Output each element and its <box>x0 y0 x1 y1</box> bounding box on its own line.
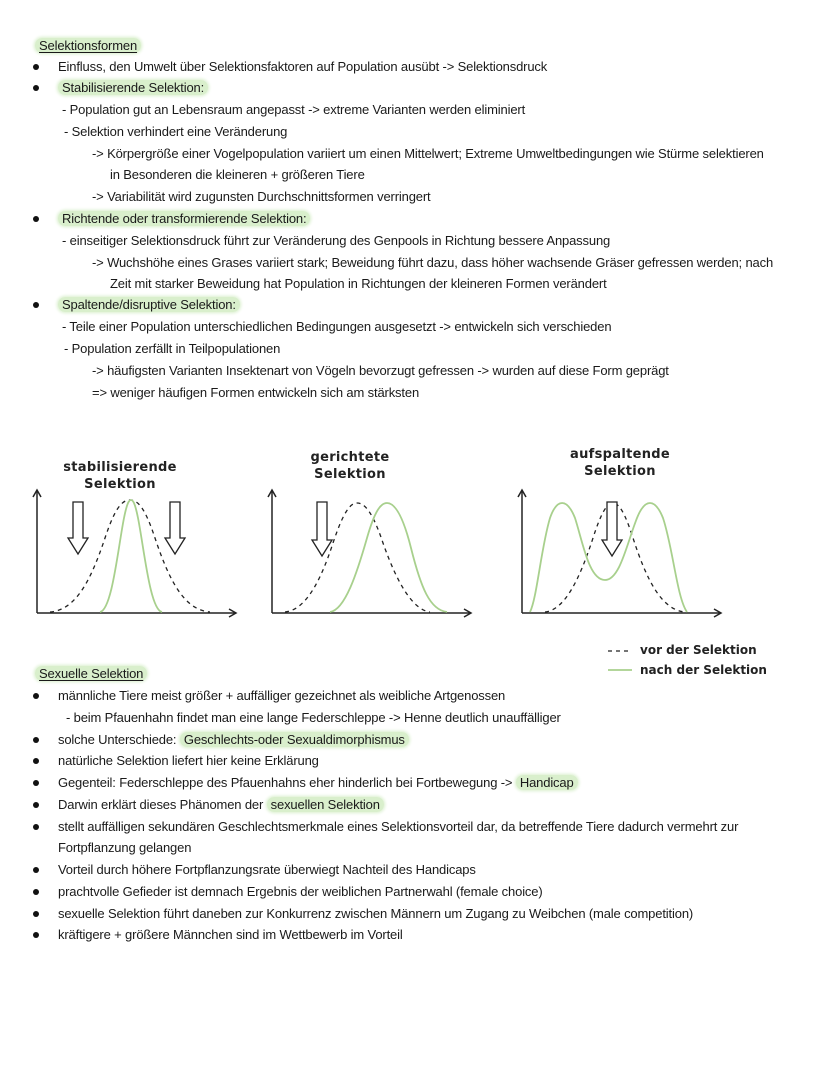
axes <box>268 490 471 617</box>
bullet-konkurrenz: sexuelle Selektion führt daneben zur Konkurrenz zwischen Männern um Zugang zu Weibchen (male competition) <box>58 906 694 921</box>
diagram2-title: gerichtete Selektion <box>310 450 390 482</box>
diagram-stabilizing <box>30 488 240 618</box>
bullet-sekundaere-merkmale: stellt auffälligen sekundären Geschlechtsmerkmale eines Selektionsvorteil dar, da betreffende Tiere dadurch vermehrt zur <box>58 819 739 834</box>
axes <box>518 490 721 617</box>
diagram-directional <box>265 488 475 618</box>
bullet-stabilisierend: Stabilisierende Selektion: <box>58 80 208 96</box>
stab-line-3: -> Körpergröße einer Vogelpopulation variiert um einen Mittelwert; Extreme Umweltbedingungen wie Stürme selektieren <box>92 146 764 161</box>
spalt-line-1: - Teile einer Population unterschiedlichen Bedingungen ausgesetzt -> entwickeln sich verschieden <box>62 319 612 334</box>
section-title-sexuelle-selektion: Sexuelle Selektion <box>35 666 147 682</box>
diagram1-title: stabilisierende Selektion <box>63 460 177 492</box>
legend-before-swatch <box>608 648 632 654</box>
bullet-unterschiede: solche Unterschiede: Geschlechts-oder Sexualdimorphismus <box>58 732 409 748</box>
richt-line-3: Zeit mit starker Beweidung hat Population in Richtungen der kleineren Formen verändert <box>110 276 607 291</box>
spalt-line-2: - Population zerfällt in Teilpopulationen <box>64 341 281 356</box>
legend-after-swatch <box>608 667 632 673</box>
stab-line-1: - Population gut an Lebensraum angepasst -> extreme Varianten werden eliminiert <box>62 102 526 117</box>
bullet-sekundaere-merkmale-cont: Fortpflanzung gelangen <box>58 840 192 855</box>
bullet-richtend: Richtende oder transformierende Selektion: <box>58 211 310 227</box>
bullet-einfluss: Einfluss, den Umwelt über Selektionsfaktoren auf Population ausübt -> Selektionsdruck <box>58 59 548 74</box>
curve-after <box>100 500 162 612</box>
curve-before <box>285 503 430 612</box>
diagram3-title: aufspaltende Selektion <box>570 447 670 479</box>
sub-pfauenhahn: - beim Pfauenhahn findet man eine lange Federschleppe -> Henne deutlich unauffälliger <box>66 710 561 725</box>
bullet-maennliche-tiere: männliche Tiere meist größer + auffälliger gezeichnet als weibliche Artgenossen <box>58 688 506 703</box>
legend-after-label: nach der Selektion <box>640 663 767 677</box>
richt-line-2: -> Wuchshöhe eines Grases variiert stark; Beweidung führt dazu, dass höher wachsende Gräser gefressen werden; nach <box>92 255 774 270</box>
spalt-line-4: => weniger häufigen Formen entwickeln sich am stärksten <box>92 385 420 400</box>
bullet-darwin: Darwin erklärt dieses Phänomen der sexuellen Selektion <box>58 797 384 813</box>
section-title-selektionsformen: Selektionsformen <box>35 38 141 54</box>
bullet-gegenteil: Gegenteil: Federschleppe des Pfauenhahns eher hinderlich bei Fortbewegung -> Handicap <box>58 775 578 791</box>
bullet-natuerliche-selektion: natürliche Selektion liefert hier keine Erklärung <box>58 753 319 768</box>
arrow-left <box>68 502 88 554</box>
legend-before-label: vor der Selektion <box>640 643 757 657</box>
arrow-right <box>165 502 185 554</box>
richt-line-1: - einseitiger Selektionsdruck führt zur Veränderung des Genpools in Richtung bessere Anpassung <box>62 233 611 248</box>
diagram-disruptive <box>515 488 725 618</box>
bullet-vorteil: Vorteil durch höhere Fortpflanzungsrate überwiegt Nachteil des Handicaps <box>58 862 476 877</box>
stab-line-2: - Selektion verhindert eine Veränderung <box>64 124 288 139</box>
axes <box>33 490 236 617</box>
arrow-down <box>312 502 332 556</box>
stab-line-4: in Besonderen die kleineren + größeren Tiere <box>110 167 365 182</box>
stab-line-5: -> Variabilität wird zugunsten Durchschnittsformen verringert <box>92 189 431 204</box>
spalt-line-3: -> häufigsten Varianten Insektenart von Vögeln bevorzugt gefressen -> wurden auf diese Form geprägt <box>92 363 669 378</box>
bullet-maennchen: kräftigere + größere Männchen sind im Wettbewerb im Vorteil <box>58 927 403 942</box>
bullet-spaltend: Spaltende/disruptive Selektion: <box>58 297 240 313</box>
bullet-gefieder: prachtvolle Gefieder ist demnach Ergebnis der weiblichen Partnerwahl (female choice) <box>58 884 543 899</box>
